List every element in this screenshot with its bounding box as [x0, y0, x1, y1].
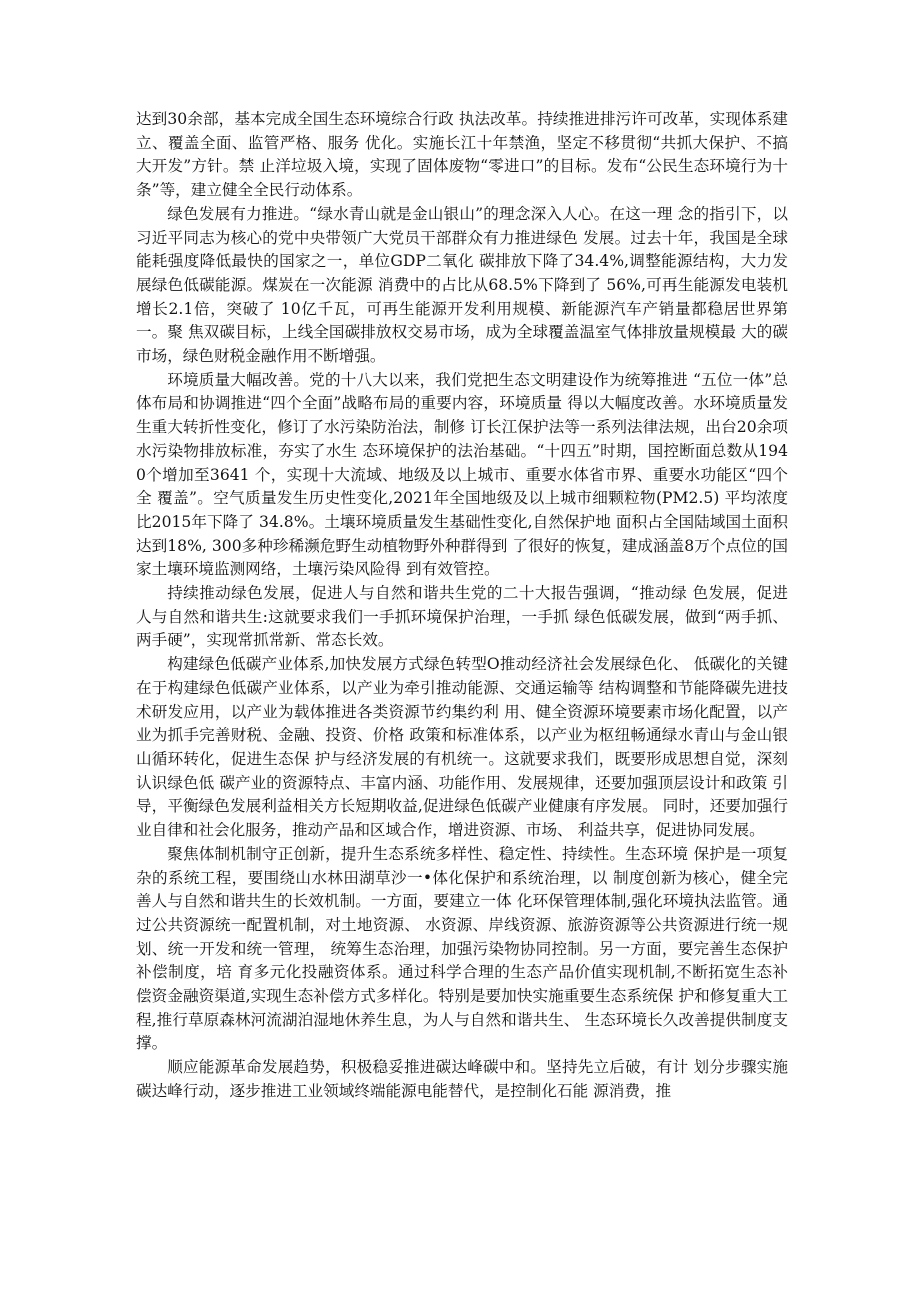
paragraph-2: 绿色发展有力推进。“绿水青山就是金山银山”的理念深入人心。在这一理 念的指引下，以习近平同志为核心的党中央带领广大党员干部群众有力推进绿色 发展。过去十年，我国是全球能耗强度降低最快的国家之一，单位GDP二氧化 碳排放下降了34.4%,调整能源结构，大力发展绿色低碳能源。煤炭在一次能源 消费中的占比从68.5%下降到了 56%,可再生能源发电装机增长2.1倍，突破了 10亿千瓦，可再生能源开发利用规模、新能源汽车产销量都稳居世界第一。聚 焦双碳目标，上线全国碳排放权交易市场，成为全球覆盖温室气体排放量规模最 大的碳市场，绿色财税金融作用不断增强。: [136, 204, 788, 366]
paragraph-3: 环境质量大幅改善。党的十八大以来，我们党把生态文明建设作为统筹推进 “五位一体”总体布局和协调推进“四个全面”战略布局的重要内容，环境质量 得以大幅度改善。水环境质量发生重大转折性变化，修订了水污染防治法，制修 订长江保护法等一系列法律法规，出台20余项水污染物排放标准，夯实了水生 态环境保护的法治基础。“十四五”时期，国控断面总数从1940个增加至3641 个，实现十大流域、地级及以上城市、重要水体省市界、重要水功能区“四个全 覆盖”。空气质量发生历史性变化,2021年全国地级及以上城市细颗粒物(PM2.5) 平均浓度比2015年下降了 34.8%。土壤环境质量发生基础性变化,自然保护地 面积占全国陆域国土面积达到18%, 300多种珍稀濒危野生动植物野外种群得到 了很好的恢复，建成涵盖8万个点位的国家土壤环境监测网络，土壤污染风险得 到有效管控。: [136, 370, 788, 579]
paragraph-1: 达到30余部，基本完成全国生态环境综合行政 执法改革。持续推进排污许可改革，实现体系建立、覆盖全面、监管严格、服务 优化。实施长江十年禁渔，坚定不移贯彻“共抓大保护、不搞大开发”方针。禁 止洋垃圾入境，实现了固体废物“零进口”的目标。发布“公民生态环境行为十 条”等，建立健全全民行动体系。: [136, 110, 788, 200]
paragraph-4: 持续推动绿色发展，促进人与自然和谐共生党的二十大报告强调，“推动绿 色发展，促进人与自然和谐共生:这就要求我们一手抓环境保护治理，一手抓 绿色低碳发展，做到“两手抓、两手硬”，实现常抓常新、常态长效。: [136, 584, 788, 650]
paragraph-5: 构建绿色低碳产业体系,加快发展方式绿色转型O推动经济社会发展绿色化、 低碳化的关键在于构建绿色低碳产业体系，以产业为牵引推动能源、交通运输等 结构调整和节能降碳先进技术研发应用，以产业为载体推进各类资源节约集约利 用、健全资源环境要素市场化配置，以产业为抓手完善财税、金融、投资、价格 政策和标准体系，以产业为枢纽畅通绿水青山与金山银山循环转化，促进生态保 护与经济发展的有机统一。这就要求我们，既要形成思想自觉，深刻认识绿色低 碳产业的资源特点、丰富内涵、功能作用、发展规律，还要加强顶层设计和政策 引导，平衡绿色发展利益相关方长短期收益,促进绿色低碳产业健康有序发展。 同时，还要加强行业自律和社会化服务，推动产品和区域合作，增进资源、市场、 利益共享，促进协同发展。: [136, 655, 788, 840]
paragraph-7: 顺应能源革命发展趋势，积极稳妥推进碳达峰碳中和。坚持先立后破，有计 划分步骤实施碳达峰行动，逐步推进工业领域终端能源电能替代，是控制化石能 源消费，推: [136, 1058, 788, 1100]
document-body: [136, 108, 788, 1104]
paragraph-6: 聚焦体制机制守正创新，提升生态系统多样性、稳定性、持续性。生态环境 保护是一项复杂的系统工程，要围绕山水林田湖草沙一•体化保护和系统治理，以 制度创新为核心，健全完善人与自然和谐共生的长效机制。一方面，要建立一体 化环保管理体制,强化环境执法监管。通过公共资源统一配置机制，对土地资源、 水资源、岸线资源、旅游资源等公共资源进行统一规划、统一开发和统一管理， 统筹生态治理，加强污染物协同控制。另一方面，要完善生态保护补偿制度，培 育多元化投融资体系。通过科学合理的生态产品价值实现机制,不断拓宽生态补 偿资金融资渠道,实现生态补偿方式多样化。特别是要加快实施重要生态系统保 护和修复重大工程,推行草原森林河流湖泊湿地休养生息，为人与自然和谐共生、 生态环境长久改善提供制度支撑。: [136, 844, 788, 1053]
